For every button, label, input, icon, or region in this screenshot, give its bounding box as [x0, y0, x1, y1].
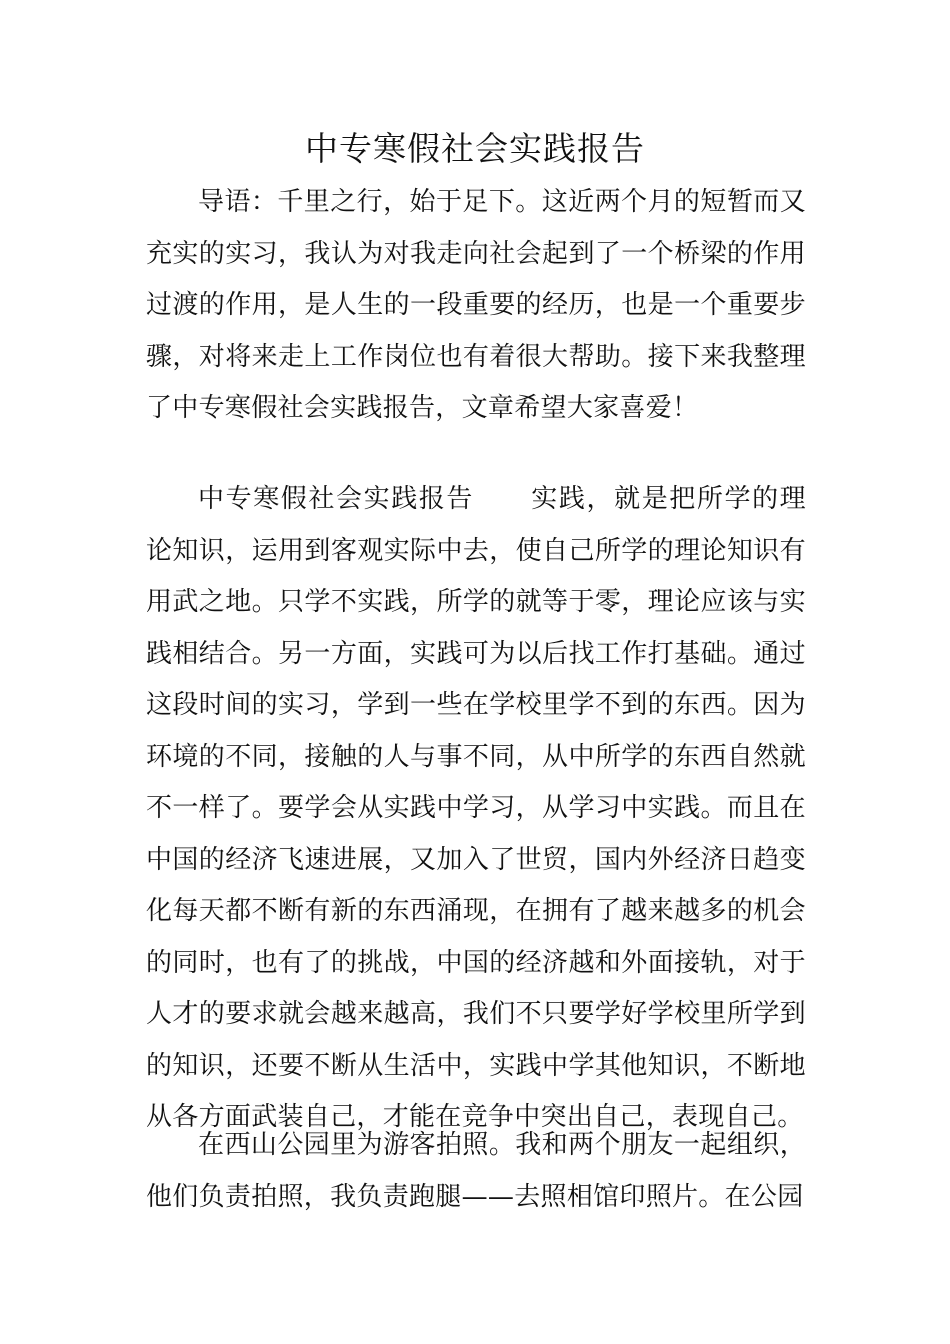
document-title: 中专寒假社会实践报告 — [305, 129, 645, 168]
paragraph-3: 在西山公园里为游客拍照。我和两个朋友一起组织，他们负责拍照，我负责跑腿——去照相馆印照片。在公园 — [146, 1130, 806, 1212]
section-heading: 中专寒假社会实践报告 — [198, 484, 474, 514]
intro-paragraph: 导语：千里之行，始于足下。这近两个月的短暂而又充实的实习，我认为对我走向社会起到了一个桥梁的作用过渡的作用，是人生的一段重要的经历，也是一个重要步骤，对将来走上工作岗位也有着很大帮助。接下来我整理了中专寒假社会实践报告，文章希望大家喜爱！ — [146, 187, 806, 423]
section-paragraph — [146, 474, 806, 1144]
section-body: 实践，就是把所学的理论知识，运用到客观实际中去，使自己所学的理论知识有用武之地。只学不实践，所学的就等于零，理论应该与实践相结合。另一方面，实践可为以后找工作打基础。通过这段时间的实习，学到一些在学校里学不到的东西。因为环境的不同，接触的人与事不同，从中所学的东西自然就不一样了。要学会从实践中学习，从学习中实践。而且在中国的经济飞速进展，又加入了世贸，国内外经济日趋变化每天都不断有新的东西涌现，在拥有了越来越多的机会的同时，也有了的挑战，中国的经济越和外面接轨，对于人才的要求就会越来越高，我们不只要学好学校里所学到的知识，还要不断从生活中，实践中学其他知识，不断地从各方面武装自己，才能在竞争中突出自己，表现自己。 — [146, 484, 806, 1132]
